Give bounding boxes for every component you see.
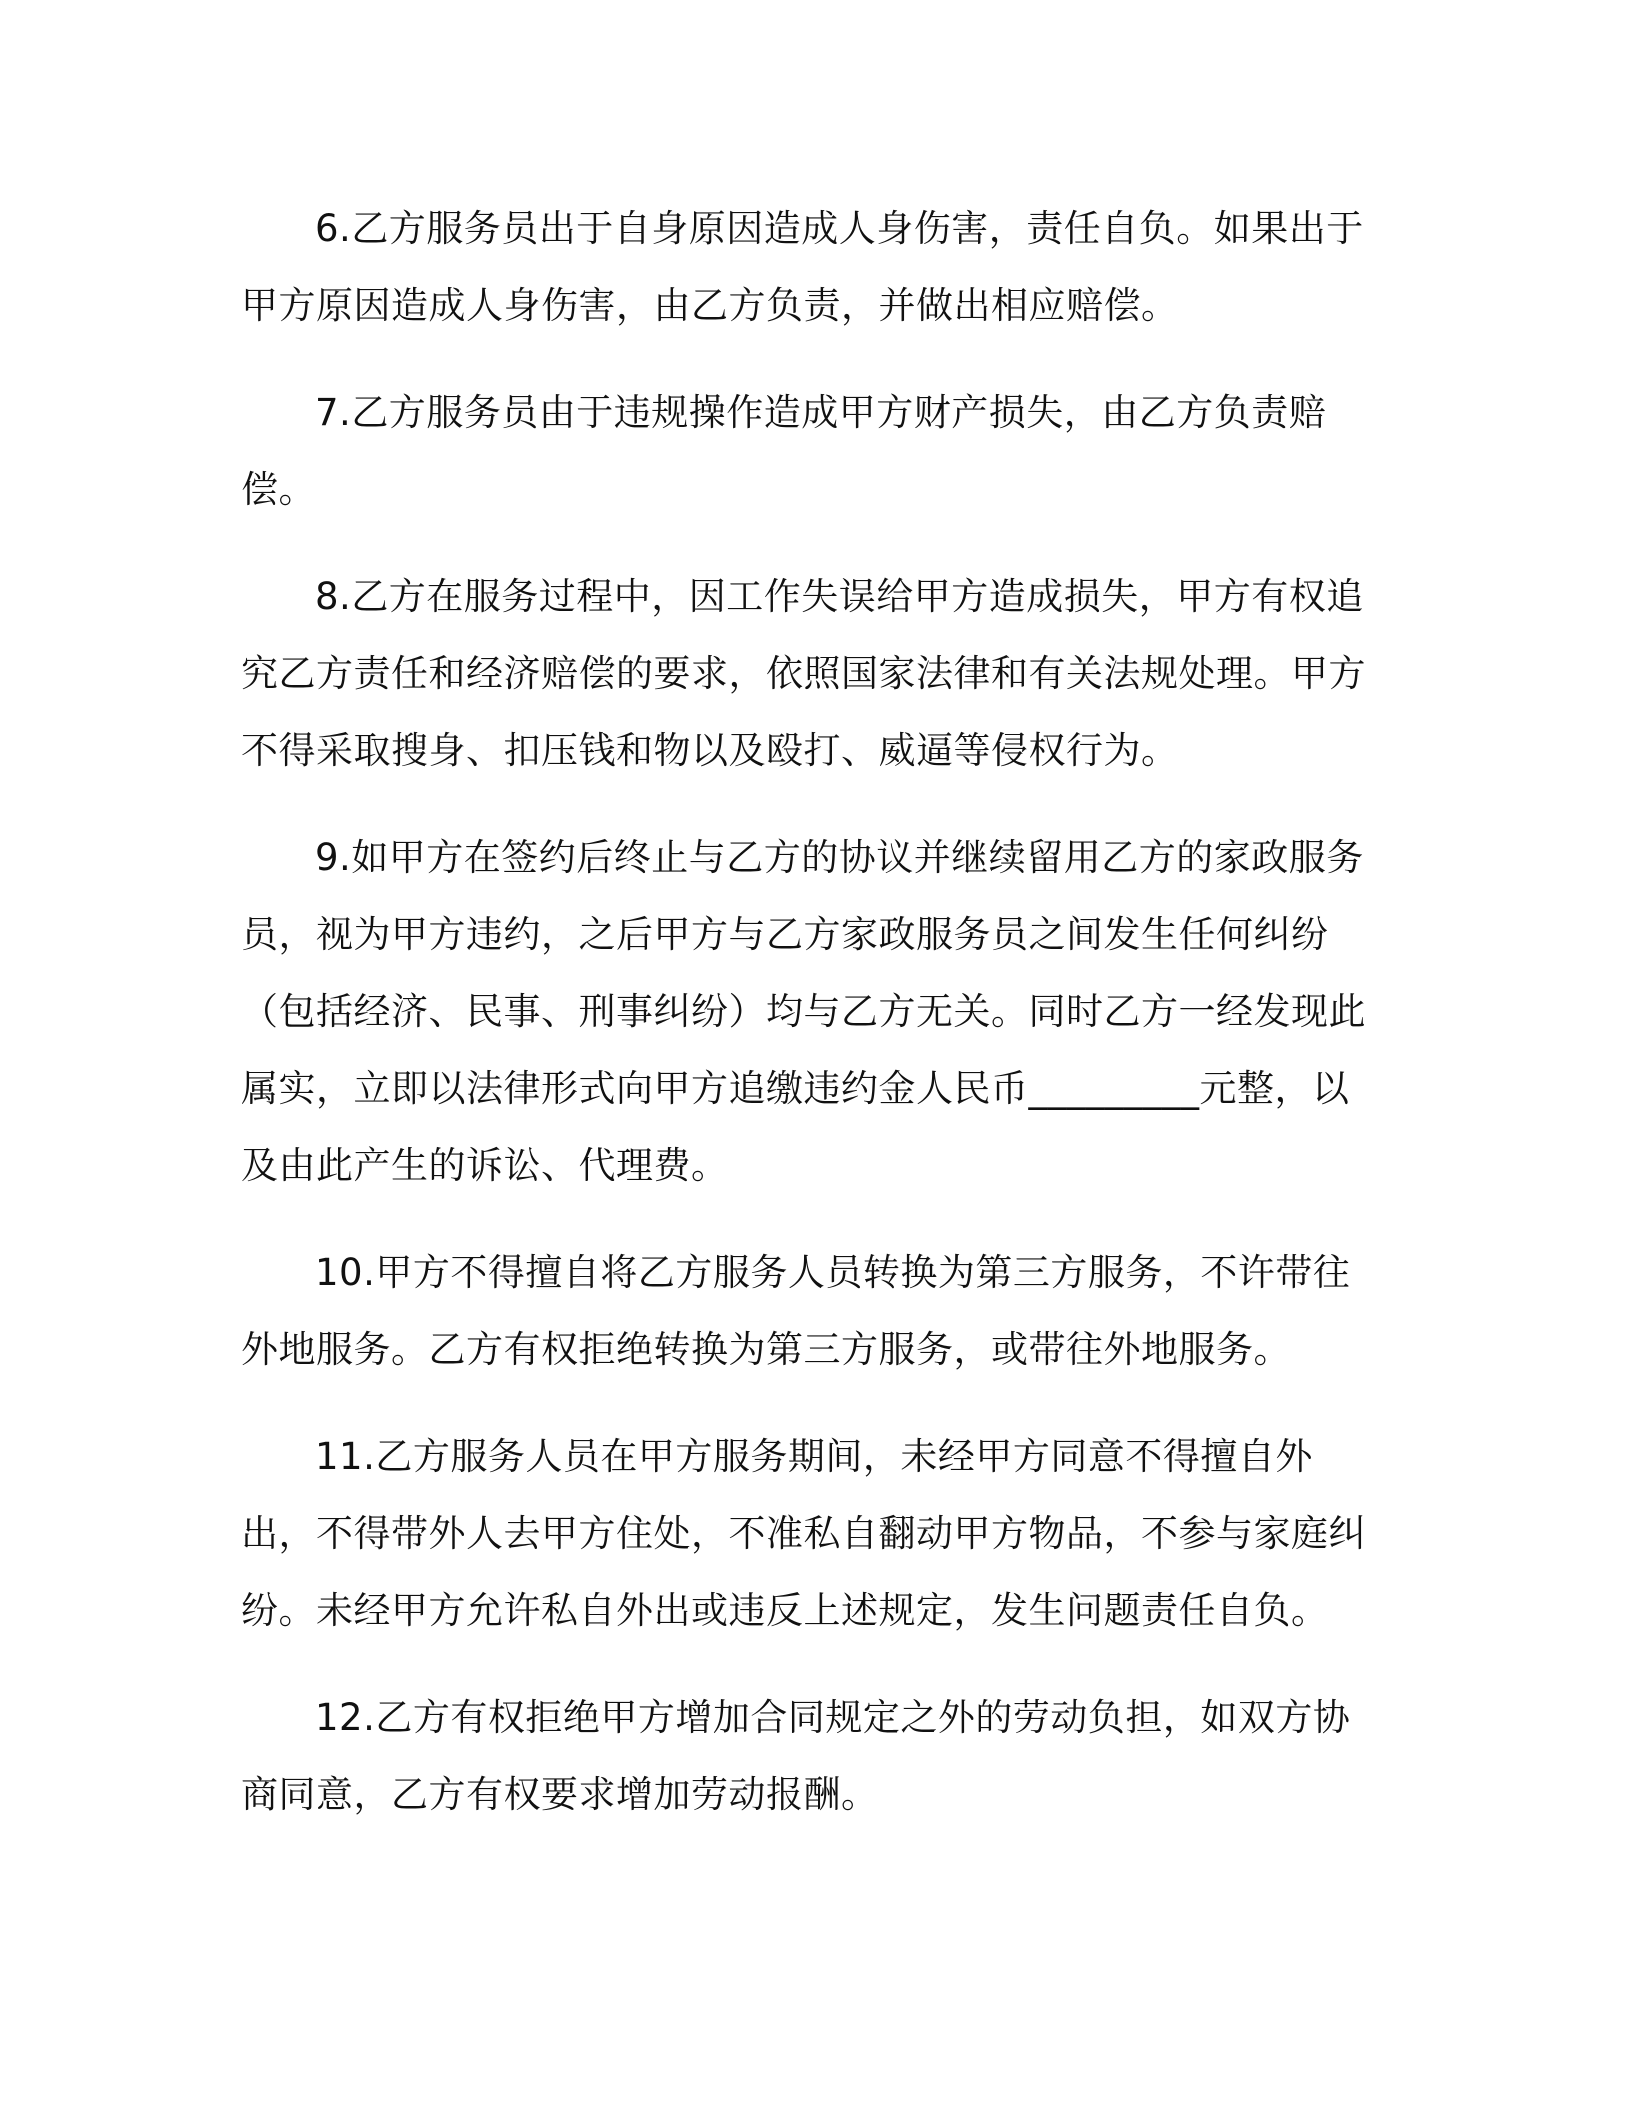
clause-6 <box>241 190 1381 344</box>
clause-7-number: 7. <box>315 391 352 434</box>
penalty-amount-blank: _________ <box>1028 1067 1200 1110</box>
clause-8-number: 8. <box>315 575 352 618</box>
clause-10-number: 10. <box>315 1251 376 1294</box>
clause-9-number: 9. <box>315 836 352 879</box>
clause-9 <box>241 819 1381 1204</box>
document-body <box>241 190 1381 1863</box>
clause-10 <box>241 1234 1381 1388</box>
clause-6-text: 乙方服务员出于自身原因造成人身伤害，责任自负。如果出于甲方原因造成人身伤害，由乙方负责，并做出相应赔偿。 <box>241 207 1364 327</box>
clause-11-number: 11. <box>315 1435 376 1478</box>
clause-11 <box>241 1418 1381 1649</box>
clause-12-text: 乙方有权拒绝甲方增加合同规定之外的劳动负担，如双方协商同意，乙方有权要求增加劳动报酬。 <box>241 1696 1351 1816</box>
clause-8-text: 乙方在服务过程中，因工作失误给甲方造成损失，甲方有权追究乙方责任和经济赔偿的要求，依照国家法律和有关法规处理。甲方不得采取搜身、扣压钱和物以及殴打、威逼等侵权行为。 <box>241 575 1366 772</box>
clause-7-text: 乙方服务员由于违规操作造成甲方财产损失，由乙方负责赔偿。 <box>241 391 1327 511</box>
clause-8 <box>241 558 1381 789</box>
clause-11-text: 乙方服务人员在甲方服务期间，未经甲方同意不得擅自外出，不得带外人去甲方住处，不准私自翻动甲方物品，不参与家庭纠纷。未经甲方允许私自外出或违反上述规定，发生问题责任自负。 <box>241 1435 1366 1632</box>
clause-9-text-before: 如甲方在签约后终止与乙方的协议并继续留用乙方的家政服务员，视为甲方违约，之后甲方与乙方家政服务员之间发生任何纠纷（包括经济、民事、刑事纠纷）均与乙方无关。同时乙方一经发现此属实，立即以法律形式向甲方追缴违约金人民币 <box>241 836 1366 1110</box>
clause-6-number: 6. <box>315 207 352 250</box>
clause-7 <box>241 374 1381 528</box>
clause-12-number: 12. <box>315 1696 376 1739</box>
clause-10-text: 甲方不得擅自将乙方服务人员转换为第三方服务，不许带往外地服务。乙方有权拒绝转换为第三方服务，或带往外地服务。 <box>241 1251 1351 1371</box>
clause-9-text-after: 元整，以及由此产生的诉讼、代理费。 <box>241 1067 1350 1187</box>
clause-12 <box>241 1679 1381 1833</box>
